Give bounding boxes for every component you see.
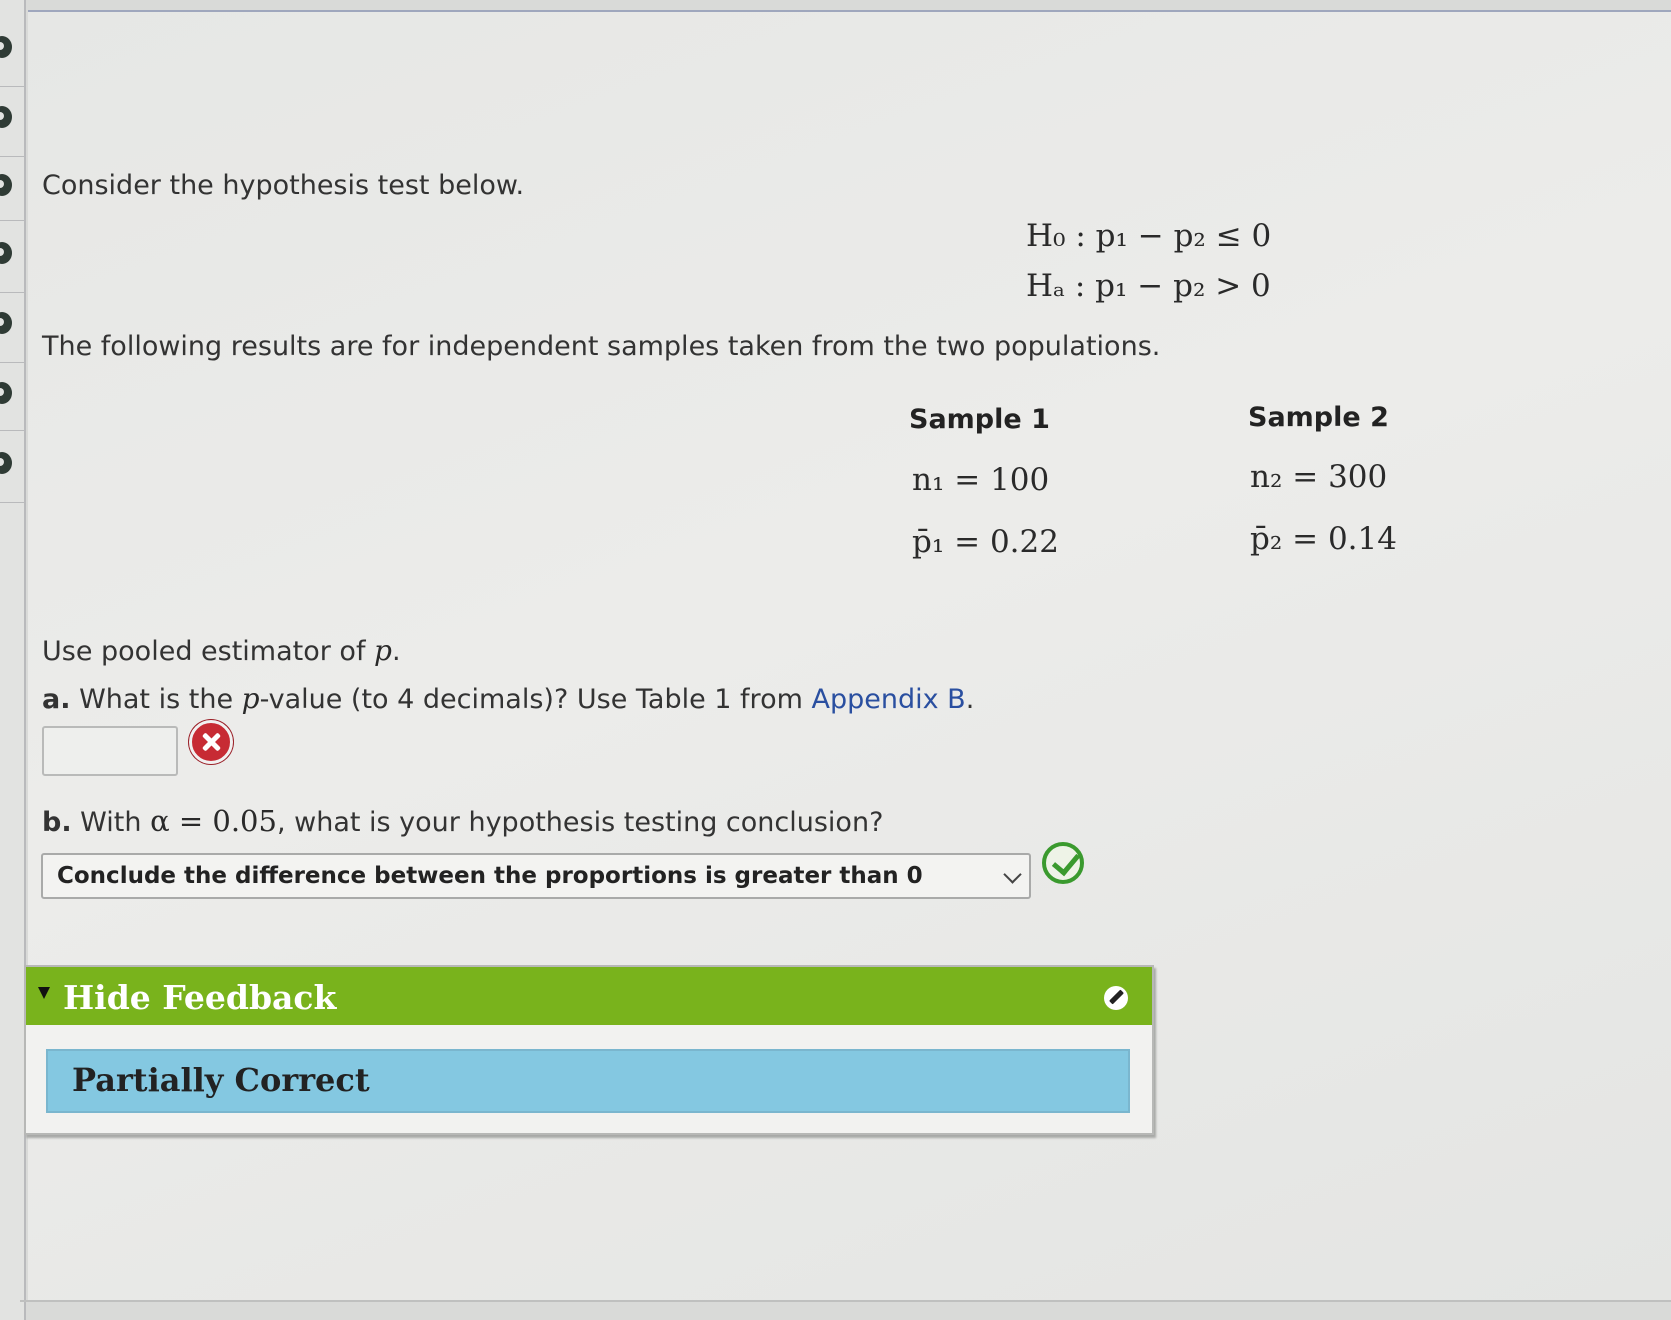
nav-marker-icon[interactable] xyxy=(0,242,12,264)
nav-marker-icon[interactable] xyxy=(0,36,12,58)
pooled-note-variable: p xyxy=(374,634,392,667)
p-value-answer-field[interactable] xyxy=(42,726,178,776)
nav-divider xyxy=(0,220,26,221)
sample-1-heading: Sample 1 xyxy=(909,404,1050,435)
sample-2-n: n₂ = 300 xyxy=(1250,459,1388,495)
nav-divider xyxy=(0,362,26,363)
nav-marker-icon[interactable] xyxy=(0,312,12,334)
part-b-label: b. xyxy=(42,807,72,838)
page-bottom-divider xyxy=(20,1300,1671,1302)
x-circle-icon xyxy=(189,720,233,764)
sample-1-p: p̄₁ = 0.22 xyxy=(912,524,1059,560)
nav-divider xyxy=(0,86,26,87)
sample-2-heading: Sample 2 xyxy=(1248,402,1389,433)
pooled-note-text: Use pooled estimator of xyxy=(42,636,375,667)
hide-feedback-button[interactable]: Hide Feedback xyxy=(63,978,337,1017)
part-b-question xyxy=(42,804,883,838)
part-a-period: . xyxy=(965,684,975,715)
conclusion-select[interactable] xyxy=(41,853,1031,899)
nav-divider xyxy=(0,292,26,293)
part-a-text-continued: -value (to 4 decimals)? Use Table 1 from xyxy=(259,684,812,715)
chevron-down-icon xyxy=(1003,865,1021,883)
null-hypothesis: H₀ : p₁ − p₂ ≤ 0 xyxy=(1026,218,1272,254)
pooled-estimator-note xyxy=(42,634,401,667)
nav-marker-icon[interactable] xyxy=(0,174,12,196)
feedback-status-text: Partially Correct xyxy=(72,1061,370,1099)
part-b-text-continued: , what is your hypothesis testing conclusion? xyxy=(276,807,884,838)
nav-marker-icon[interactable] xyxy=(0,452,12,474)
conclusion-selected-value: Conclude the difference between the proportions is greater than 0 xyxy=(57,863,923,889)
sample-1-n: n₁ = 100 xyxy=(912,462,1050,498)
nav-marker-icon[interactable] xyxy=(0,106,12,128)
caret-down-icon xyxy=(38,987,50,999)
sample-2-p: p̄₂ = 0.14 xyxy=(1250,521,1397,557)
feedback-toggle-bar[interactable] xyxy=(26,967,1152,1025)
feedback-panel xyxy=(24,965,1154,1135)
part-a-variable: p xyxy=(241,682,260,715)
pooled-note-period: . xyxy=(391,636,401,667)
check-circle-icon xyxy=(1042,842,1084,884)
part-a-label: a. xyxy=(42,684,71,715)
alpha-expression: α = 0.05 xyxy=(150,804,277,838)
question-nav-strip xyxy=(0,0,26,1320)
nav-marker-icon[interactable] xyxy=(0,382,12,404)
nav-divider xyxy=(0,502,26,503)
part-a-text: What is the xyxy=(70,684,242,715)
nav-divider xyxy=(0,156,26,157)
appendix-b-link[interactable]: Appendix B xyxy=(811,684,966,715)
question-intro: Consider the hypothesis test below. xyxy=(42,170,525,201)
part-b-text: With xyxy=(71,807,151,838)
alternative-hypothesis: Hₐ : p₁ − p₂ > 0 xyxy=(1026,268,1271,304)
part-a-question xyxy=(42,682,974,715)
pencil-icon[interactable] xyxy=(1104,986,1128,1010)
results-description: The following results are for independent samples taken from the two populations. xyxy=(42,331,1161,362)
nav-divider xyxy=(0,430,26,431)
feedback-result-box xyxy=(46,1049,1130,1113)
